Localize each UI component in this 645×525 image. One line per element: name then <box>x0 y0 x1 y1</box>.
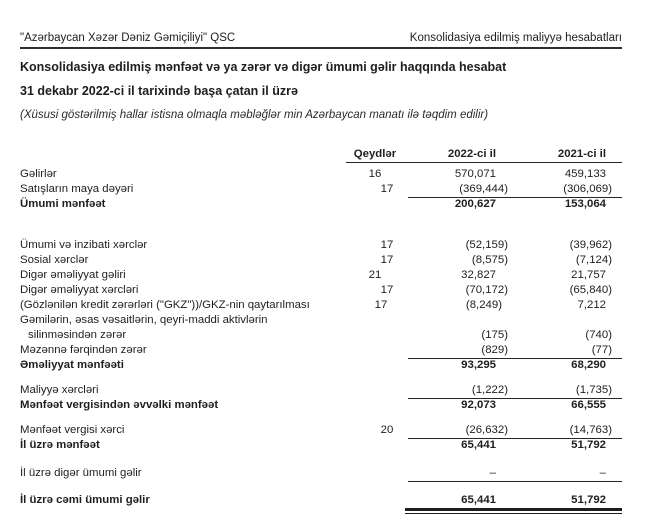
value-2022: (369,444) <box>459 183 508 195</box>
table-row <box>20 298 622 313</box>
value-2022: (829) <box>481 344 508 356</box>
table-row <box>20 466 622 481</box>
row-label: İl üzrə mənfəət <box>20 439 100 451</box>
note-ref: 17 <box>380 254 394 266</box>
row-label: Gəlirlər <box>20 168 57 180</box>
table-row <box>20 423 622 438</box>
value-2022: 570,071 <box>454 168 496 180</box>
table-row <box>20 328 622 343</box>
statement-period: 31 dekabr 2022-ci il tarixində başa çatan il üzrə <box>20 84 298 98</box>
table-row-total <box>20 398 622 413</box>
value-2021: 66,555 <box>571 399 606 411</box>
value-2022: 65,441 <box>461 494 496 506</box>
value-2021: 153,064 <box>564 198 606 210</box>
row-label: silinməsindən zərər <box>28 329 127 341</box>
column-header-2021: 2021-ci il <box>506 147 622 163</box>
table-row <box>20 182 622 197</box>
value-2021: 21,757 <box>571 269 606 281</box>
table-row <box>20 238 622 253</box>
currency-note: (Xüsusi göstərilmiş hallar istisna olmaqla məbləğlər min Azərbaycan manatı ilə təqdim edilir) <box>20 109 489 121</box>
row-label: Mənfəət vergisindən əvvəlki mənfəət <box>20 399 219 411</box>
row-label: Gəmilərin, əsas vəsaitlərin, qeyri-maddi aktivlərin <box>20 314 268 326</box>
table-row <box>20 313 622 328</box>
value-2021: – <box>599 467 606 479</box>
note-ref: 21 <box>368 269 382 281</box>
table-row <box>20 283 622 298</box>
row-label: Mənfəət vergisi xərci <box>20 424 125 436</box>
table-row <box>20 343 622 358</box>
row-label: İl üzrə cəmi ümumi gəlir <box>20 494 150 506</box>
value-2022: (1,222) <box>471 384 508 396</box>
value-2022: (26,632) <box>465 424 508 436</box>
value-2021: (306,069) <box>563 183 612 195</box>
value-2021: (65,840) <box>569 284 612 296</box>
value-2021: 7,212 <box>577 299 606 311</box>
company-name: "Azərbaycan Xəzər Dəniz Gəmiçiliyi" QSC <box>20 32 236 44</box>
value-2022: (8,249) <box>465 299 502 311</box>
value-2021: (7,124) <box>575 254 612 266</box>
value-2022: (52,159) <box>465 239 508 251</box>
report-type: Konsolidasiya edilmiş maliyyə hesabatları <box>409 32 622 44</box>
value-2021: (1,735) <box>575 384 612 396</box>
column-header-notes: Qeydlər <box>346 147 404 163</box>
value-2022: 32,827 <box>461 269 496 281</box>
value-2022: (8,575) <box>471 254 508 266</box>
row-label: Ümumi mənfəət <box>20 198 106 210</box>
note-ref: 16 <box>368 168 382 180</box>
value-2022: 93,295 <box>461 359 496 371</box>
row-label: Sosial xərclər <box>20 254 89 266</box>
statement-table <box>20 147 622 508</box>
document-header <box>20 31 622 49</box>
row-label: Maliyyə xərcləri <box>20 384 99 396</box>
table-row-total <box>20 197 622 212</box>
value-2022: 92,073 <box>461 399 496 411</box>
table-row <box>20 167 622 182</box>
value-2021: (14,763) <box>569 424 612 436</box>
value-2022: (70,172) <box>465 284 508 296</box>
value-2021: (77) <box>591 344 612 356</box>
value-2022: (175) <box>481 329 508 341</box>
row-label: Satışların maya dəyəri <box>20 183 134 195</box>
table-row <box>20 383 622 398</box>
value-2021: (740) <box>585 329 612 341</box>
statement-title: Konsolidasiya edilmiş mənfəət və ya zərər və digər ümumi gəlir haqqında hesabat <box>20 60 507 74</box>
row-label: Ümumi və inzibati xərclər <box>20 239 148 251</box>
row-label: Əməliyyat mənfəəti <box>20 359 124 371</box>
row-label: Digər əməliyyat gəliri <box>20 269 126 281</box>
note-ref: 20 <box>380 424 394 436</box>
value-2021: 51,792 <box>571 494 606 506</box>
value-2021: (39,962) <box>569 239 612 251</box>
value-2021: 68,290 <box>571 359 606 371</box>
value-2022: 200,627 <box>454 198 496 210</box>
table-row <box>20 253 622 268</box>
row-label: (Gözlənilən kredit zərərləri ("GKZ"))/GKZ-nin qaytarılması <box>20 299 310 311</box>
table-row <box>20 268 622 283</box>
note-ref: 17 <box>374 299 388 311</box>
note-ref: 17 <box>380 183 394 195</box>
note-ref: 17 <box>380 284 394 296</box>
column-header-2022: 2022-ci il <box>404 147 506 163</box>
table-header-row <box>20 147 622 163</box>
table-row-total <box>20 493 622 508</box>
value-2022: – <box>489 467 496 479</box>
value-2021: 51,792 <box>571 439 606 451</box>
row-label: İl üzrə digər ümumi gəlir <box>20 467 142 479</box>
table-row-total <box>20 358 622 373</box>
note-ref: 17 <box>380 239 394 251</box>
row-label: Məzənnə fərqindən zərər <box>20 344 147 356</box>
table-row-total <box>20 438 622 453</box>
value-2021: 459,133 <box>564 168 606 180</box>
value-2022: 65,441 <box>461 439 496 451</box>
row-label: Digər əməliyyat xərcləri <box>20 284 139 296</box>
